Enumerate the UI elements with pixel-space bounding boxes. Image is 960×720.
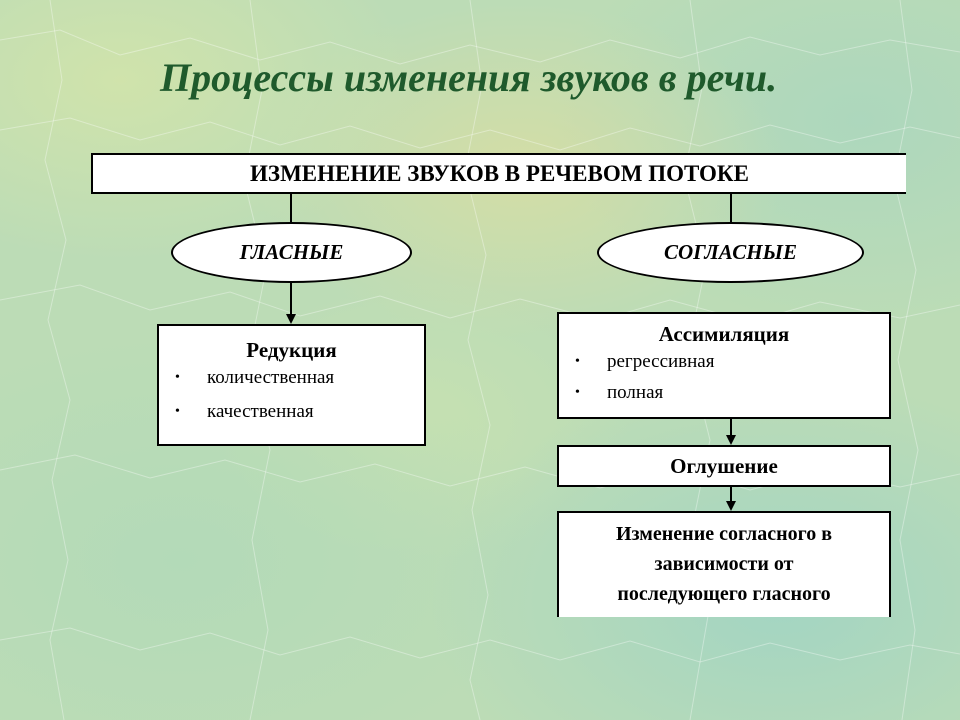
reduction-list xyxy=(159,363,424,431)
list-item-label: регрессивная xyxy=(607,351,715,372)
assimilation-box xyxy=(557,312,891,419)
bullet-icon: • xyxy=(575,385,580,400)
consonant-change-line: зависимости от xyxy=(654,553,794,575)
assimilation-heading: Ассимиляция xyxy=(658,322,790,346)
bullet-icon: • xyxy=(175,404,180,419)
list-item xyxy=(559,378,889,409)
consonant-change-line: последующего гласного xyxy=(617,583,831,605)
list-item xyxy=(159,363,424,397)
assimilation-list xyxy=(559,347,889,409)
slide-title: Процессы изменения звуков в речи. xyxy=(160,55,778,100)
devoicing-box: Оглушение xyxy=(557,445,891,487)
list-item xyxy=(159,397,424,431)
bullet-icon: • xyxy=(575,354,580,369)
bullet-icon: • xyxy=(175,370,180,385)
consonants-ellipse: СОГЛАСНЫЕ xyxy=(597,222,864,283)
header-box: ИЗМЕНЕНИЕ ЗВУКОВ В РЕЧЕВОМ ПОТОКЕ xyxy=(91,153,906,194)
reduction-heading: Редукция xyxy=(246,338,337,362)
list-item-label: количественная xyxy=(207,367,335,388)
vowels-ellipse: ГЛАСНЫЕ xyxy=(171,222,412,283)
list-item xyxy=(559,347,889,378)
consonant-change-line: Изменение согласного в xyxy=(615,523,833,545)
list-item-label: полная xyxy=(607,382,664,403)
reduction-box xyxy=(157,324,426,446)
consonant-change-box xyxy=(557,511,891,617)
list-item-label: качественная xyxy=(207,401,314,422)
